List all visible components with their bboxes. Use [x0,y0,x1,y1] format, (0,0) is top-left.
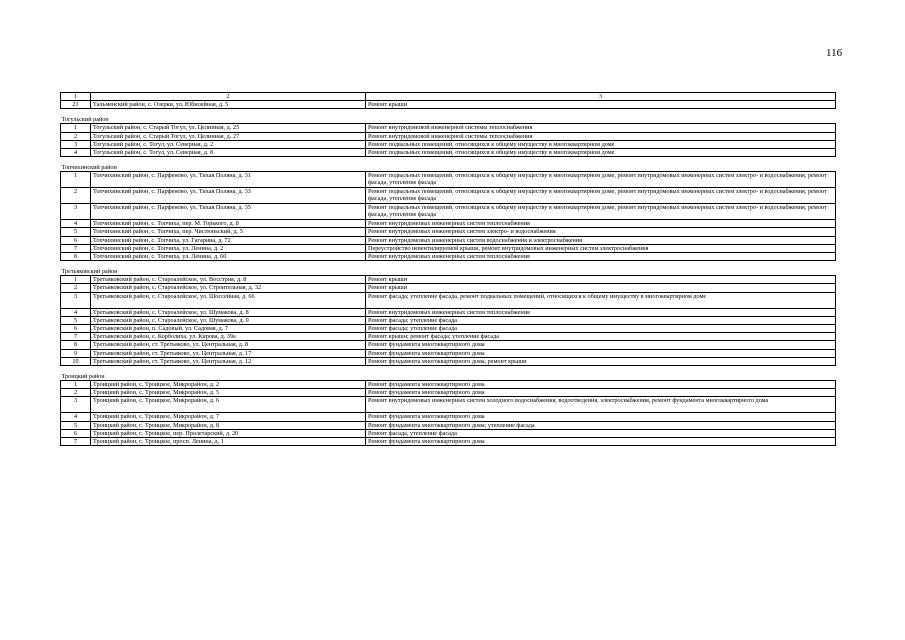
address-cell: Третьяковский район, с. Корболиха, ул. Кирова, д. 39а [91,333,366,341]
row-number: 3 [61,292,91,308]
address-cell: Троицкий район, с. Троицкое, Микрорайон, д. 8 [91,421,366,429]
table-row [61,228,836,236]
work-type-cell: Ремонт фундамента многоквартирного дома [366,389,836,397]
row-number: 4 [61,308,91,316]
work-type-cell: Ремонт внутридомовых инженерных систем холодного водоснабжения, водоотведения, электроснабжения, ремонт фундамента многоквартирного дома [366,397,836,413]
row-number: 8 [61,253,91,261]
address-cell: Третьяковский район, ст. Третьяково, ул. Центральная, д. 8 [91,341,366,349]
district-heading: Тогульский район [61,115,836,124]
work-type-cell: Ремонт фасада; утепление фасада, ремонт подвальных помещений, относящихся к общему имуществу в многоквартирном доме [366,292,836,308]
row-number: 21 [61,101,91,109]
row-number: 3 [61,140,91,148]
work-type-cell: Ремонт крыши [366,284,836,292]
district-heading-row [61,372,836,381]
address-cell: Топчихинский район, с. Парфеново, ул. Тихая Поляна, д. 35 [91,204,366,220]
row-number: 6 [61,236,91,244]
work-type-cell: Ремонт фундамента многоквартирного дома, ремонт крыши [366,357,836,365]
district-heading-row [61,267,836,276]
address-cell: Третьяковский район, ст. Третьяково, ул. Центральная, д. 17 [91,349,366,357]
table-row [61,316,836,324]
address-cell: Топчихинский район, с. Топчиха, ул. Ленина, д. 2 [91,244,366,252]
row-number: 2 [61,389,91,397]
row-number: 8 [61,341,91,349]
address-cell: Тогульский район, с. Старый Тогул, ул. Целинная, д. 27 [91,132,366,140]
table-row [61,292,836,308]
table-row [61,413,836,421]
row-number: 7 [61,438,91,446]
table-row [61,101,836,109]
work-type-cell: Ремонт подвальных помещений, относящихся к общему имуществу в многоквартирном доме [366,149,836,157]
work-type-cell: Ремонт подвальных помещений, относящихся к общему имуществу в многоквартирном доме, ремонт внутридомовых инженерных систем электро- и водоснабжения, ремонт фасада, утепление фасада [366,172,836,188]
work-type-cell: Ремонт подвальных помещений, относящихся к общему имуществу в многоквартирном доме, ремонт внутридомовых инженерных систем электро- и водоснабжения, ремонт фасада, утепление фасада [366,188,836,204]
table-row [61,429,836,437]
row-number: 10 [61,357,91,365]
table-row [61,438,836,446]
row-number: 1 [61,276,91,284]
row-number: 9 [61,349,91,357]
work-type-cell: Ремонт фундамента многоквартирного дома [366,381,836,389]
work-type-cell: Ремонт крыши; ремонт фасада; утепление фасада [366,333,836,341]
address-cell: Третьяковский район, п. Садовый, ул. Садовая, д. 7 [91,325,366,333]
work-type-cell: Ремонт внутридомовых инженерных систем теплоснабжения [366,220,836,228]
address-cell: Тальменский район, с. Озерки, ул. Юбилейная, д. 5 [91,101,366,109]
table-row [61,381,836,389]
district-heading: Троицкий район [61,372,836,381]
row-number: 4 [61,413,91,421]
table-row [61,333,836,341]
row-number: 1 [61,172,91,188]
address-cell: Третьяковский район, с. Староалейское, ул. Восстрия, д. 8 [91,276,366,284]
district-heading-row [61,163,836,172]
row-number: 7 [61,333,91,341]
district-heading: Топчихинский район [61,163,836,172]
address-cell: Топчихинский район, с. Парфеново, ул. Тихая Поляна, д. 31 [91,172,366,188]
table-row [61,172,836,188]
address-cell: Троицкий район, с. Троицкое, Микрорайон, д. 5 [91,389,366,397]
address-cell: Троицкий район, с. Троицкое, пер. Пролетарский, д. 20 [91,429,366,437]
address-cell: Тогульский район, с. Тогул, ул. Северная, д. 2 [91,140,366,148]
row-number: 3 [61,204,91,220]
address-cell: Топчихинский район, с. Топчиха, ул. Ленина, д. 60 [91,253,366,261]
table-row [61,236,836,244]
address-cell: Троицкий район, с. Троицкое, Микрорайон, д. 7 [91,413,366,421]
work-type-cell: Ремонт внутридомовых инженерных систем водоснабжения и электроснабжения [366,236,836,244]
work-type-cell: Ремонт фундамента многоквартирного дома [366,438,836,446]
address-cell: Третьяковский район, с. Староалейское, ул. Шоссейная, д. 66 [91,292,366,308]
table-row [61,204,836,220]
table-row [61,284,836,292]
header-col-1: 1 [61,93,91,101]
table-row [61,349,836,357]
table-row [61,253,836,261]
address-cell: Троицкий район, с. Троицкое, Микрорайон, д. 6 [91,397,366,413]
row-number: 5 [61,421,91,429]
table-row [61,397,836,413]
work-type-cell: Ремонт фундамента многоквартирного дома [366,413,836,421]
row-number: 2 [61,188,91,204]
address-cell: Третьяковский район, ст. Третьяково, ул. Центральная, д. 12 [91,357,366,365]
row-number: 2 [61,132,91,140]
address-cell: Топчихинский район, с. Топчиха, пер. Чистюньский, д. 5 [91,228,366,236]
row-number: 5 [61,228,91,236]
address-cell: Тогульский район, с. Тогул, ул. Северная, д. 8 [91,149,366,157]
column-number-header-row [61,93,836,101]
work-type-cell: Ремонт крыши [366,276,836,284]
table-row [61,325,836,333]
district-heading-row [61,115,836,124]
row-number: 5 [61,316,91,324]
table-row [61,341,836,349]
address-cell: Топчихинский район, с. Топчиха, ул. Гагарина, д. 72 [91,236,366,244]
work-type-cell: Ремонт внутридомовых инженерных систем электро- и водоснабжения [366,228,836,236]
table-row [61,244,836,252]
table-row [61,124,836,132]
row-number: 1 [61,381,91,389]
row-number: 4 [61,220,91,228]
table-row [61,132,836,140]
address-cell: Топчихинский район, с. Топчиха, пер. М. Горького, д. 8 [91,220,366,228]
work-type-cell: Ремонт подвальных помещений, относящихся к общему имуществу в многоквартирном доме [366,140,836,148]
row-number: 2 [61,284,91,292]
address-cell: Третьяковский район, с. Староалейское, ул. Шумакова, д. 8 [91,308,366,316]
row-number: 6 [61,325,91,333]
work-type-cell: Ремонт фундамента многоквартирного дома [366,341,836,349]
row-number: 6 [61,429,91,437]
address-cell: Троицкий район, с. Троицкое, Микрорайон, д. 2 [91,381,366,389]
district-heading: Третьяковский район [61,267,836,276]
work-type-cell: Ремонт фасада, утепление фасада [366,429,836,437]
address-cell: Троицкий район, с. Троицкое, просп. Ленина, д. 1 [91,438,366,446]
work-type-cell: Переустройство невентилируемой крыши, ремонт внутридомовых инженерных систем электроснабжения [366,244,836,252]
page-number: 116 [826,47,843,59]
header-col-2: 2 [91,93,366,101]
header-col-3: 3 [366,93,836,101]
row-number: 1 [61,124,91,132]
work-type-cell: Ремонт фасада; утепление фасада [366,316,836,324]
table-row [61,149,836,157]
table-row [61,357,836,365]
table-row [61,220,836,228]
table-row [61,188,836,204]
repair-works-table [60,92,836,446]
table-row [61,308,836,316]
work-type-cell: Ремонт фундамента многоквартирного дома [366,349,836,357]
work-type-cell: Ремонт внутридомовой инженерной системы теплоснабжения [366,124,836,132]
row-number: 7 [61,244,91,252]
address-cell: Топчихинский район, с. Парфеново, ул. Тихая Поляна, д. 33 [91,188,366,204]
table-row [61,140,836,148]
address-cell: Третьяковский район, с. Староалейское, ул. Строительная, д. 32 [91,284,366,292]
work-type-cell: Ремонт подвальных помещений, относящихся к общему имуществу в многоквартирном доме, ремонт внутридомовых инженерных систем электро- и водоснабжения, ремонт фасада, утепление фасада [366,204,836,220]
row-number: 3 [61,397,91,413]
work-type-cell: Ремонт крыши [366,101,836,109]
work-type-cell: Ремонт внутридомовой инженерной системы теплоснабжения [366,132,836,140]
work-type-cell: Ремонт внутридомовых инженерных систем теплоснабжения [366,308,836,316]
table-row [61,421,836,429]
address-cell: Третьяковский район, с. Староалейское, ул. Шумакова, д. 9 [91,316,366,324]
work-type-cell: Ремонт фундамента многоквартирного дома; утепление фасада [366,421,836,429]
work-type-cell: Ремонт внутридомовых инженерных систем теплоснабжения [366,253,836,261]
table-row [61,276,836,284]
row-number: 4 [61,149,91,157]
address-cell: Тогульский район, с. Старый Тогул, ул. Целинная, д. 25 [91,124,366,132]
table-row [61,389,836,397]
work-type-cell: Ремонт фасада; утепление фасада [366,325,836,333]
table-body [61,93,836,446]
